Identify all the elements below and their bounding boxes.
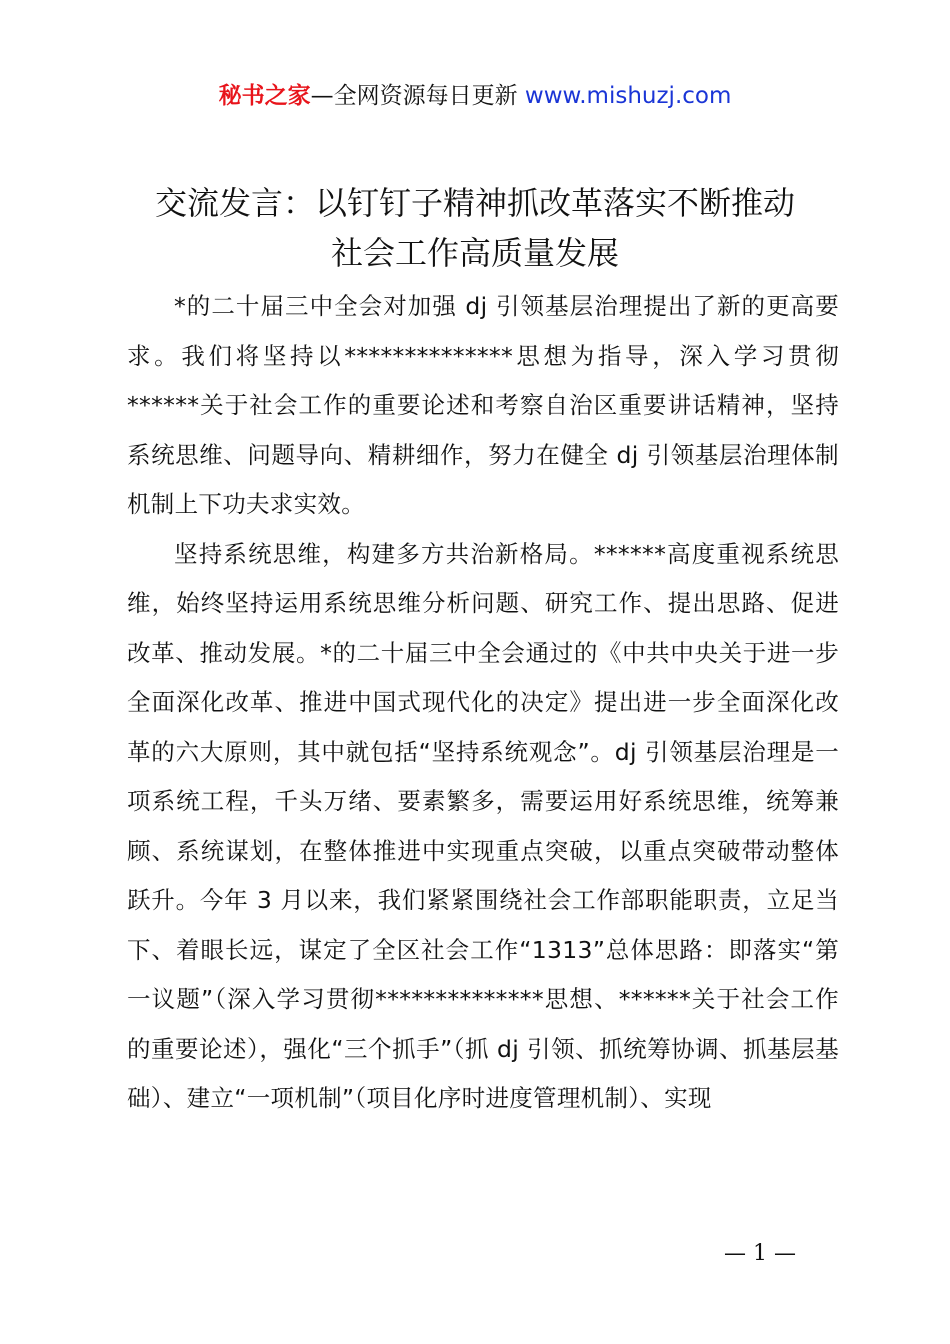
paragraph-intro: *的二十届三中全会对加强 dj 引领基层治理提出了新的更高要求。我们将坚持以**************思想为指导，深入学习贯彻******关于社会工作的重要论述和考察自治区重要讲话精神，坚持系统思维、问题导向、精耕细作，努力在健全 dj 引领基层治理体制机制上下功夫求实效。: [127, 292, 839, 518]
page-header: [0, 80, 950, 112]
brand-name: 秘书之家: [218, 83, 311, 109]
title-line-2: 社会工作高质量发展: [330, 234, 619, 272]
site-url-link[interactable]: www.mishuzj.com: [524, 83, 732, 109]
header-slogan: —全网资源每日更新: [310, 83, 518, 109]
title-line-1: 交流发言：以钉钉子精神抓改革落实不断推动: [154, 184, 795, 222]
document-body: [127, 282, 839, 1124]
document-title: [90, 178, 860, 278]
paragraph-system-thinking: 坚持系统思维，构建多方共治新格局。******高度重视系统思维，始终坚持运用系统思维分析问题、研究工作、提出思路、促进改革、推动发展。*的二十届三中全会通过的《中共中央关于进一步全面深化改革、推进中国式现代化的决定》提出进一步全面深化改革的六大原则，其中就包括“坚持系统观念”。dj 引领基层治理是一项系统工程，千头万绪、要素繁多，需要运用好系统思维，统筹兼顾、系统谋划，在整体推进中实现重点突破，以重点突破带动整体跃升。今年 3 月以来，我们紧紧围绕社会工作部职能职责，立足当下、着眼长远，谋定了全区社会工作“1313”总体思路：即落实“第一议题”（深入学习贯彻**************思想、******关于社会工作的重要论述），强化“三个抓手”（抓 dj 引领、抓统筹协调、抓基层基础）、建立“一项机制”（项目化序时进度管理机制）、实现: [127, 539, 839, 1112]
page-number: — 1 —: [724, 1241, 796, 1266]
